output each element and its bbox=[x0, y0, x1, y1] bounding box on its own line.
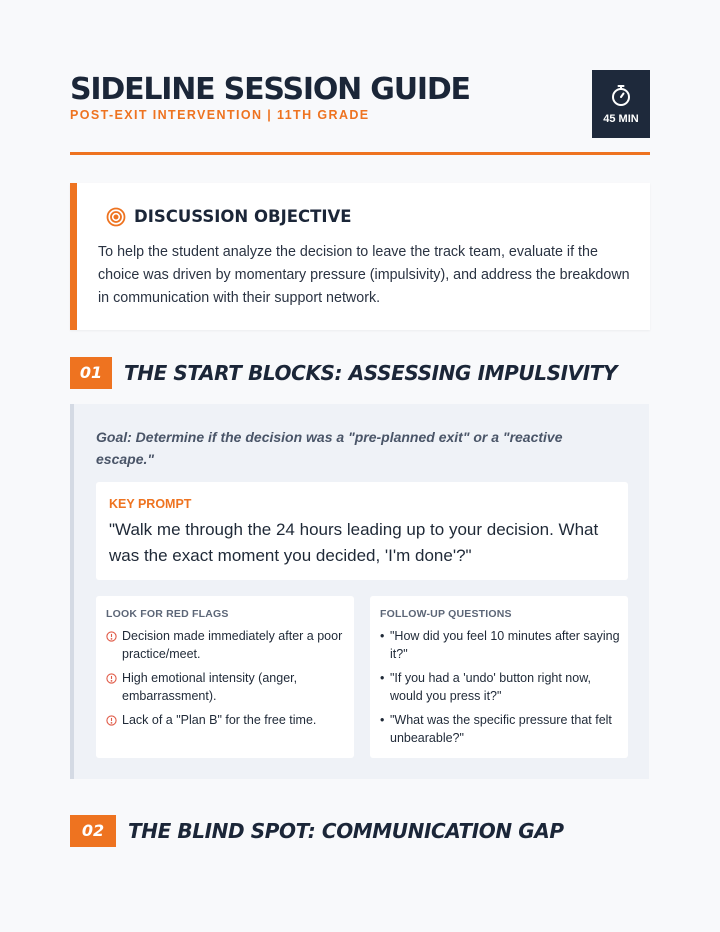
alert-circle-icon bbox=[106, 715, 117, 726]
section-title: THE START BLOCKS: ASSESSING IMPULSIVITY bbox=[124, 361, 618, 385]
list-item bbox=[106, 670, 346, 705]
red-flag-text: High emotional intensity (anger, embarrassment). bbox=[122, 671, 298, 703]
red-flags-label: LOOK FOR RED FLAGS bbox=[106, 608, 229, 620]
red-flag-text: Lack of a "Plan B" for the free time. bbox=[122, 713, 317, 727]
alert-circle-icon bbox=[106, 673, 117, 684]
red-flag-text: Decision made immediately after a poor practice/meet. bbox=[122, 629, 343, 661]
objective-title: DISCUSSION OBJECTIVE bbox=[134, 207, 352, 226]
red-flags-list bbox=[106, 628, 346, 737]
alert-circle-icon bbox=[106, 631, 117, 642]
list-item bbox=[380, 712, 620, 747]
key-prompt-text: "Walk me through the 24 hours leading up to your decision. What was the exact moment you decided, 'I'm done'?" bbox=[109, 520, 599, 565]
section-title: THE BLIND SPOT: COMMUNICATION GAP bbox=[128, 819, 564, 843]
page-title: SIDELINE SESSION GUIDE bbox=[70, 72, 470, 107]
bullet-icon: • bbox=[380, 713, 385, 727]
list-item bbox=[380, 628, 620, 663]
stopwatch-icon bbox=[609, 83, 633, 107]
section-goal: Goal: Determine if the decision was a "pre-planned exit" or a "reactive escape." bbox=[96, 429, 563, 467]
bullet-icon: • bbox=[380, 629, 385, 643]
key-prompt-label: KEY PROMPT bbox=[109, 497, 192, 511]
bullet-icon: • bbox=[380, 671, 385, 685]
follow-up-card bbox=[370, 596, 628, 758]
follow-up-text: "If you had a 'undo' button right now, would you press it?" bbox=[390, 671, 592, 703]
list-item bbox=[106, 628, 346, 663]
section-number-badge: 02 bbox=[70, 815, 116, 847]
section-01-header bbox=[70, 357, 670, 391]
follow-up-label: FOLLOW-UP QUESTIONS bbox=[380, 608, 512, 620]
list-item bbox=[380, 670, 620, 705]
section-01-panel bbox=[70, 404, 649, 779]
follow-up-text: "How did you feel 10 minutes after saying it?" bbox=[390, 629, 620, 661]
key-prompt-card bbox=[96, 482, 628, 580]
section-02-header bbox=[70, 815, 670, 849]
page-subtitle: POST-EXIT INTERVENTION | 11TH GRADE bbox=[70, 108, 370, 122]
red-flags-card bbox=[96, 596, 354, 758]
duration-badge bbox=[592, 70, 650, 138]
section-number-badge: 01 bbox=[70, 357, 112, 389]
objective-card bbox=[70, 183, 650, 330]
target-icon bbox=[106, 207, 126, 227]
header-divider bbox=[70, 152, 650, 155]
follow-up-list bbox=[380, 628, 620, 754]
duration-label: 45 MIN bbox=[603, 113, 639, 125]
list-item bbox=[106, 712, 346, 730]
page-header bbox=[70, 70, 650, 156]
objective-text: To help the student analyze the decision to leave the track team, evaluate if the choice was driven by momentary pressure (impulsivity), and address the breakdown in communication with their support network. bbox=[98, 244, 630, 306]
follow-up-text: "What was the specific pressure that felt unbearable?" bbox=[390, 713, 612, 745]
